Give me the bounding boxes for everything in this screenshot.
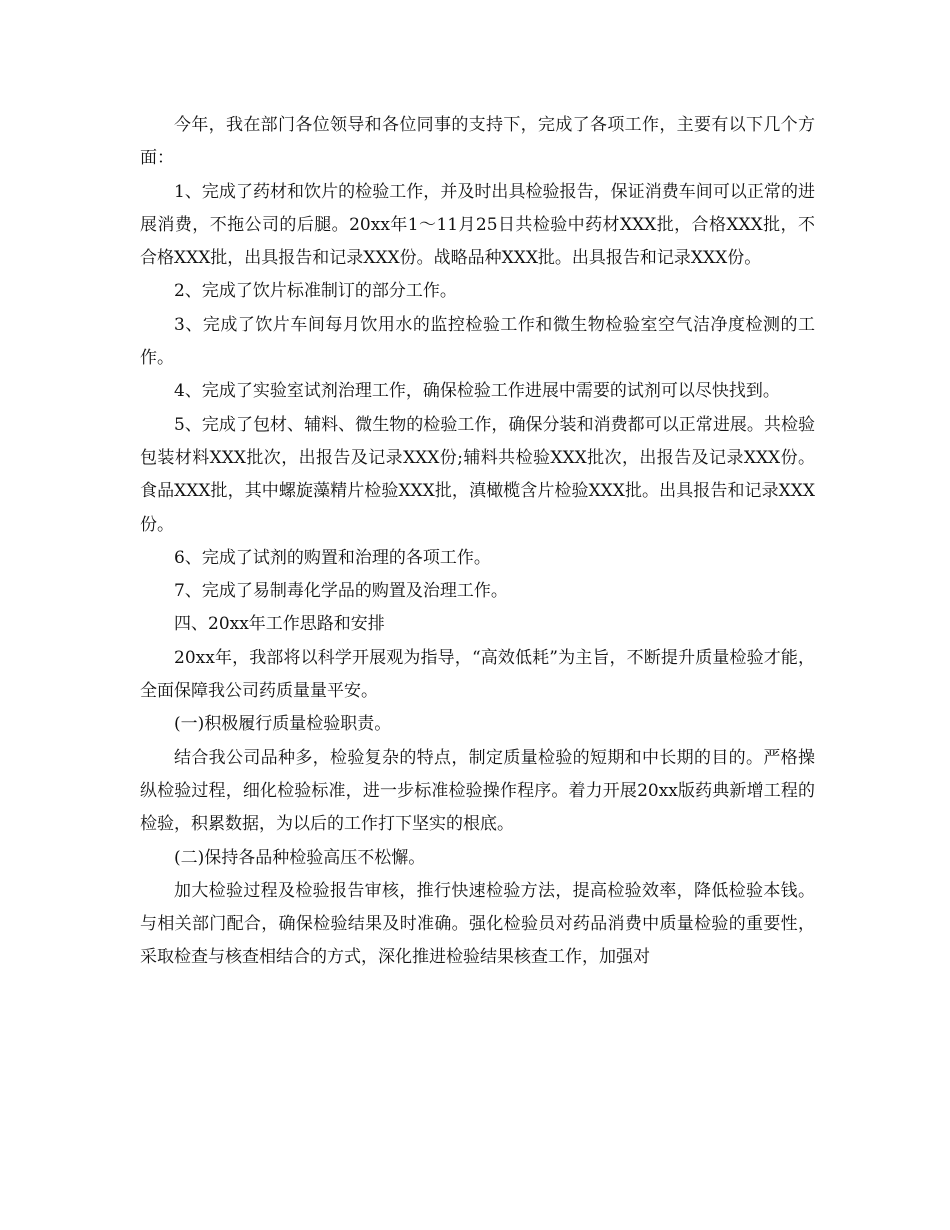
paragraph-item-7: 7、完成了易制毒化学品的购置及治理工作。 bbox=[174, 581, 508, 602]
paragraph-item-5: 5、完成了包材、辅料、微生物的检验工作，确保分装和消费都可以正常进展。共检验包装材料XXX批次，出报告及记录XXX份;辅料共检验XXX批次，出报告及记录XXX份。食品XXX批，其中螺旋藻精片检验XXX批，滇橄榄含片检验XXX批。出具报告和记录XXX份。 bbox=[140, 414, 815, 535]
paragraph-item-4: 4、完成了实验室试剂治理工作，确保检验工作进展中需要的试剂可以尽快找到。 bbox=[174, 381, 780, 402]
document-body bbox=[140, 109, 815, 975]
paragraph-item-1: 1、完成了药材和饮片的检验工作，并及时出具检验报告，保证消费车间可以正常的进展消费，不拖公司的后腿。20xx年1～11月25日共检验中药材XXX批，合格XXX批，不合格XXX批，出具报告和记录XXX份。战略品种XXX批。出具报告和记录XXX份。 bbox=[140, 181, 815, 269]
paragraph-item-3: 3、完成了饮片车间每月饮用水的监控检验工作和微生物检验室空气洁净度检测的工作。 bbox=[140, 314, 815, 369]
paragraph-plan-1: 结合我公司品种多，检验复杂的特点，制定质量检验的短期和中长期的目的。严格操纵检验过程，细化检验标准，进一步标准检验操作程序。着力开展20xx版药典新增工程的检验，积累数据，为以后的工作打下坚实的根底。 bbox=[140, 747, 815, 835]
paragraph-intro: 今年，我在部门各位领导和各位同事的支持下，完成了各项工作，主要有以下几个方面： bbox=[140, 115, 815, 169]
subheading-2: (二)保持各品种检验高压不松懈。 bbox=[174, 847, 426, 868]
section-heading-4: 四、20xx年工作思路和安排 bbox=[174, 614, 385, 635]
paragraph-item-6: 6、完成了试剂的购置和治理的各项工作。 bbox=[174, 547, 491, 568]
paragraph-item-2: 2、完成了饮片标准制订的部分工作。 bbox=[174, 281, 457, 302]
paragraph-plan-2: 加大检验过程及检验报告审核，推行快速检验方法，提高检验效率，降低检验本钱。与相关部门配合，确保检验结果及时准确。强化检验员对药品消费中质量检验的重要性，采取检查与核查相结合的方式，深化推进检验结果核查工作，加强对 bbox=[140, 880, 815, 968]
paragraph-plan-intro: 20xx年，我部将以科学开展观为指导，“高效低耗”为主旨，不断提升质量检验才能，全面保障我公司药质量量平安。 bbox=[140, 647, 815, 702]
subheading-1: (一)积极履行质量检验职责。 bbox=[174, 714, 392, 735]
